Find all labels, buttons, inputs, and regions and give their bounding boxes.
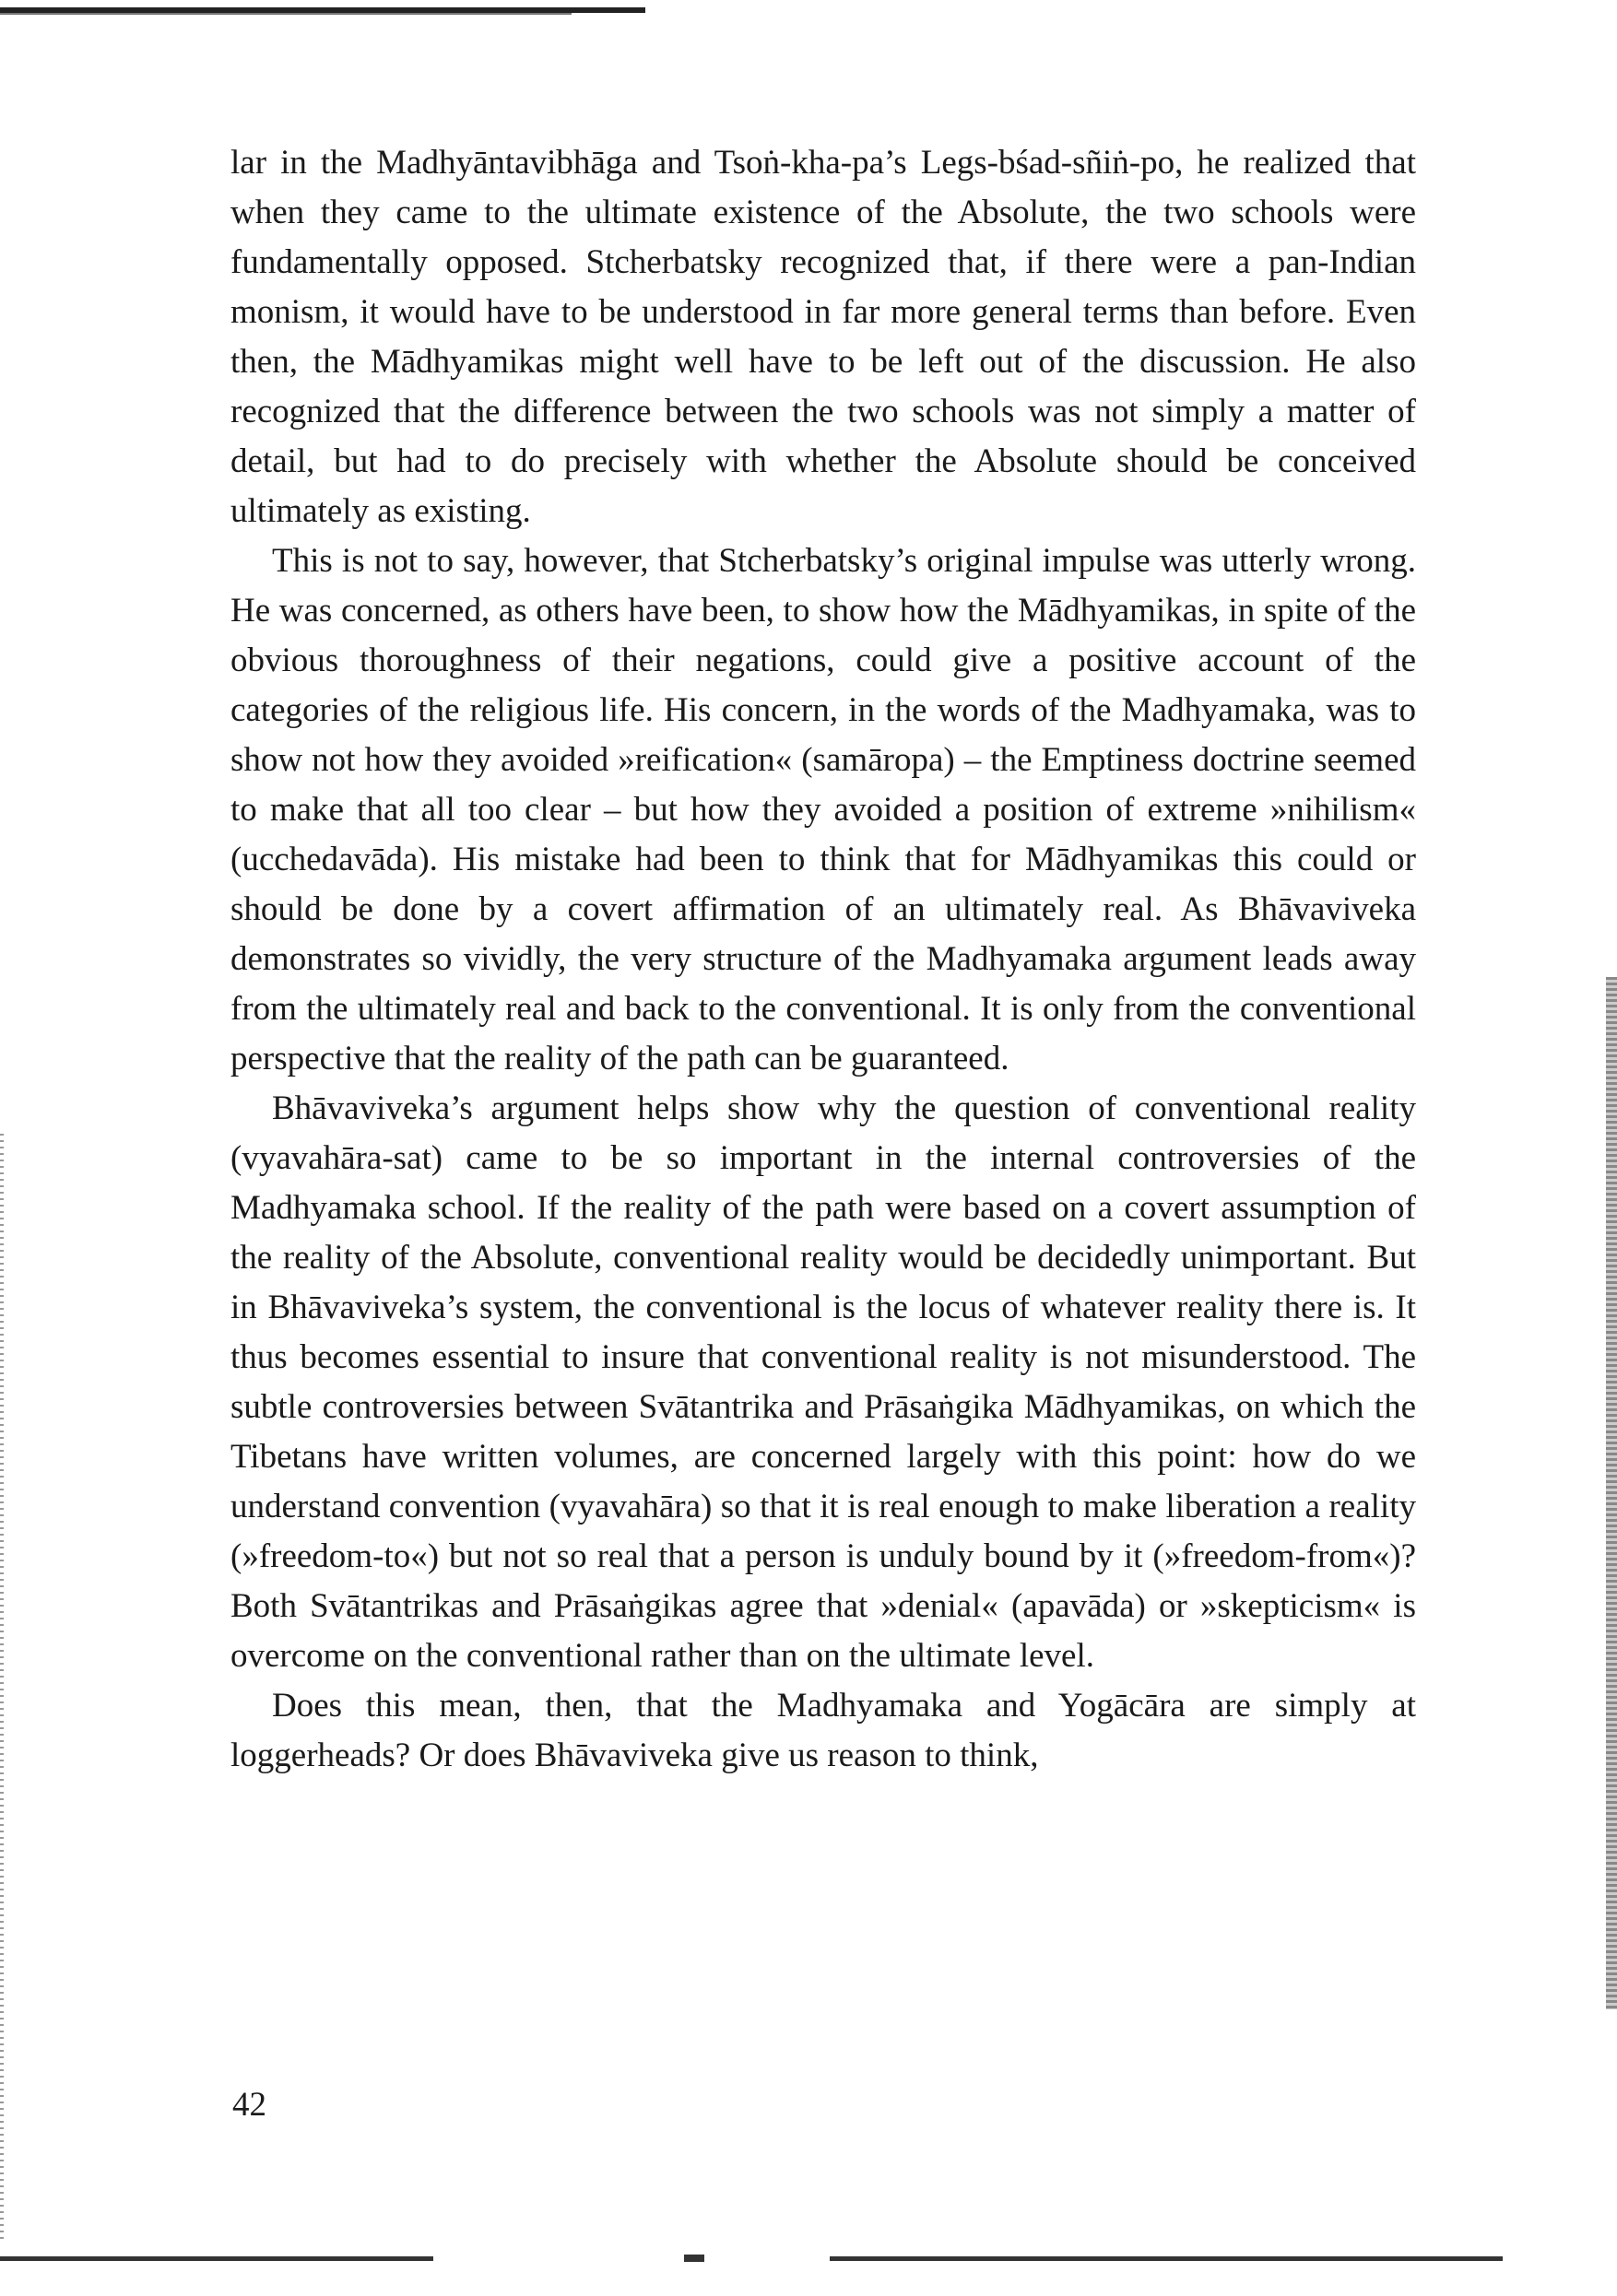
body-text xyxy=(230,138,1416,1781)
paragraph-1: lar in the Madhyāntavibhāga and Tsoṅ-kha-pa’s Legs-bśad-sñiṅ-po, he realized that when they came to the ultimate existence of the Absolute, the two schools were fundamentally opposed. Stcherbatsky recognized that, if there were a pan-Indian monism, it would have to be understood in far more general terms than before. Even then, the Mādhyamikas might well have to be left out of the discussion. He also recognized that the difference between the two schools was not simply a matter of detail, but had to do precisely with whether the Absolute should be conceived ultimately as existing. xyxy=(230,144,1416,530)
top-scan-rule-thin xyxy=(0,13,572,15)
paragraph-4: Does this mean, then, that the Madhyamaka and Yogācāra are simply at loggerheads? Or does Bhāvaviveka give us reason to think, xyxy=(230,1687,1416,1774)
paragraph-3: Bhāvaviveka’s argument helps show why the question of conventional reality (vyavahāra-sat) came to be so important in the internal controversies of the Madhyamaka school. If the reality of the path were based on a covert assumption of the reality of the Absolute, conventional reality would be decidedly unimportant. But in Bhāvaviveka’s system, the conventional is the locus of whatever reality there is. It thus becomes essential to insure that conventional reality is not misunderstood. The subtle controversies between Svātantrika and Prāsaṅgika Mādhyamikas, on which the Tibetans have written volumes, are concerned largely with this point: how do we understand convention (vyavahāra) so that it is real enough to make liberation a reality (»freedom-to«) but not so real that a person is unduly bound by it (»freedom-from«)? Both Svātantrikas and Prāsaṅgikas agree that »denial« (apavāda) or »skepticism« is overcome on the conventional rather than on the ultimate level. xyxy=(230,1089,1416,1675)
page-number: 42 xyxy=(232,2086,266,2124)
bottom-scan-mark xyxy=(684,2255,704,2262)
paragraph-2: This is not to say, however, that Stcherbatsky’s original impulse was utterly wrong. He was concerned, as others have been, to show how the Mādhyamikas, in spite of the obvious thoroughness of their negations, could give a positive account of the categories of the religious life. His concern, in the words of the Madhyamaka, was to show not how they avoided »reification« (samāropa) – the Emptiness doctrine seemed to make that all too clear – but how they avoided a position of extreme »nihilism« (ucchedavāda). His mistake had been to think that for Mādhyamikas this could or should be done by a covert affirmation of an ultimately real. As Bhāvaviveka demonstrates so vividly, the very structure of the Madhyamaka argument leads away from the ultimately real and back to the conventional. It is only from the conventional perspective that the reality of the path can be guaranteed. xyxy=(230,542,1416,1077)
left-scan-edge xyxy=(0,1134,4,2240)
bottom-scan-rule-right xyxy=(830,2256,1503,2261)
right-scan-edge xyxy=(1606,977,1617,2009)
bottom-scan-rule-left xyxy=(0,2256,433,2261)
